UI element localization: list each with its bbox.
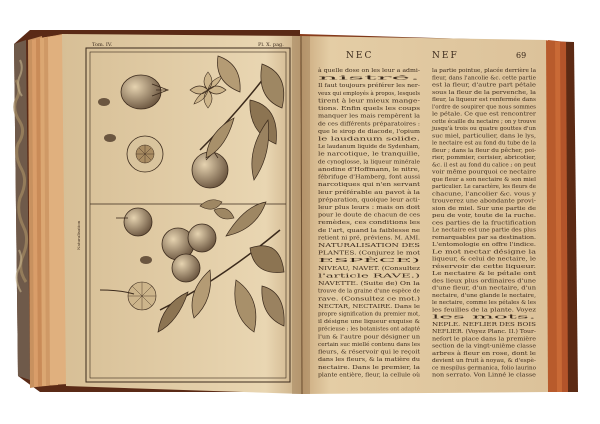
text-line: NECTAR, NECTAIRE. Dans le (318, 303, 420, 310)
text-line: sous la fleur de la pervenche, la (432, 89, 536, 96)
text-line: Le laudanum liquide de Sydenham, (318, 144, 421, 151)
text-line: Le nectaire & le pétale ont (432, 271, 503, 278)
text-line: Il faut toujours préférer les ner- (318, 83, 403, 90)
text-line: ce mespilus germanica, folio laurino (432, 365, 536, 372)
text-line: nefort le place dans la première (432, 336, 517, 343)
text-line: PLANTES. (Conjurez le mot (318, 250, 391, 257)
text-line: section de la vingt-unième classe (432, 343, 520, 350)
text-line: il désigne une liqueur exquise & (318, 319, 404, 326)
text-line: fébrifuge d'Hamberg, font aussi (318, 174, 403, 181)
text-line: fleur ; dans la fleur du pêcher, poi- (432, 147, 523, 154)
text-line: sion de miel. Sur une partie de (432, 205, 536, 212)
text-line: nectaire. Dans le premier, la (318, 364, 420, 371)
text-line: veux qui employés à propos, lesquels (318, 90, 416, 97)
text-line: NEPLE. NEFLIER DES BOIS (432, 322, 537, 328)
text-line: les mots. (432, 314, 538, 321)
text-line: liqueur, & celui de nectaire, le (432, 256, 536, 263)
text-line: voir même pourquoi ce nectaire (432, 169, 517, 176)
text-line: NAVETTE. (Suite de) On la (318, 281, 390, 288)
text-line: peu de voir, toute de la ruche. (432, 213, 537, 220)
text-line: que fleur a son nectaire & son miel (432, 176, 537, 183)
left-page-edges (28, 34, 68, 388)
text-line: pour le doute de chacun de ces (318, 212, 421, 219)
text-line: l'article RAVE.) (318, 273, 359, 280)
text-line: le narcotique, le tranquille, (318, 151, 421, 158)
text-line: anodine d'Hoffmann, le nitre, (318, 166, 421, 173)
plate-running-head-left: Tom. IV. (92, 42, 113, 48)
text-line: dans les fleurs, & la matière du (318, 357, 401, 364)
text-line: suc miel, particulier, dans le lys, (432, 133, 537, 140)
text-line: leur plus leurs : mais on doit (318, 205, 422, 211)
text-line: préparation, quoique leur acti- (318, 197, 399, 204)
text-line: fleur, dans l'ancolie &c. cette partie (432, 75, 536, 82)
text-line: fleurs, & réservoir qui le reçoit (318, 349, 400, 356)
text-line: le nectaire, comme les pétales & les (432, 300, 528, 307)
text-line: est la fleur, d'autre part pétale (432, 82, 513, 89)
text-line: Le nectaire est une partie des plus (432, 227, 537, 234)
text-line: retient ni pré, préviens. M. AMI. (318, 235, 404, 242)
text-line: de ces différents préparatoires : (318, 121, 403, 128)
text-line: fleur, la liqueur est renfermée dans (432, 97, 525, 103)
text-line: NIVEAU, NAVET. (Consultez (318, 265, 393, 272)
text-line: l'ordre de soupirer que nous sommes (432, 104, 537, 111)
right-page-number: 69 (516, 51, 527, 60)
plate-side-label: Naturalisation (76, 220, 81, 250)
text-line: particulier. Le caractère, les fleurs de (432, 184, 532, 191)
text-line: trouve de la graine d'une espèce de (318, 288, 413, 295)
text-line: de cynoglosse, la liqueur minérale (318, 159, 409, 166)
plate-running-head-right: Pl. X. pag. (258, 42, 284, 48)
text-line: cette écaille du nectaire ; on y trouve (432, 118, 531, 125)
text-line: non serrato. Von Linné le classe (432, 372, 516, 379)
text-line: devient un fruit à noyau, & d'espè- (432, 358, 524, 365)
text-line: arbres à fleur en rose, dont le (432, 351, 511, 357)
text-line: à quelle dose on les leur a admi- (318, 68, 404, 74)
text-line: NEFLIER. (Voyez Planc. II.) Tour- (432, 329, 521, 336)
text-line: ces parties de la fructification (432, 220, 537, 227)
text-line: certain suc miellé contenu dans les (318, 342, 411, 348)
text-line: les feuilles de la plante. Voyez (432, 307, 537, 314)
text-line: plante entière, fleur, la cellule où (318, 372, 406, 379)
text-line: ESPÈCE) (318, 258, 343, 265)
text-line: d'une fleur, d'un nectaire, d'un (432, 285, 537, 292)
text-line: tions. Enfin quels les coups (318, 106, 421, 112)
text-line: le nectaire est au fond du tube de la (432, 140, 536, 147)
text-line: nectaire, d'une glande le nectaire, (432, 292, 537, 299)
text-line: Le mot nectar désigne la (432, 249, 498, 256)
right-page-left-column (317, 67, 422, 378)
text-line: chacune, l'ancolier &c. vous y (432, 191, 537, 198)
text-line: réservoir de cette liqueur. (432, 263, 501, 270)
text-line: trouverez une abondante provi- (432, 198, 537, 205)
text-line: des lieux plus ordinaires d'une (432, 278, 536, 285)
text-line: précieuse ; les botanistes ont adapté (318, 326, 415, 333)
text-line: de l'art, quand la faiblesse ne (318, 227, 420, 234)
text-line: rier, pommier, cerisier, abricotier, (432, 155, 537, 162)
text-line: tirent à leur mieux mange- (318, 98, 389, 105)
text-line: leur préférable au pavot à la (318, 189, 394, 196)
text-line: l'un & l'autre pour désigner un (318, 334, 400, 341)
text-line: rave. (Consultez ce mot.) (318, 296, 384, 303)
right-page-right-column (431, 67, 538, 379)
text-line: la partie pointue, placée derrière la (432, 68, 526, 74)
text-line: propre signification du premier mot, (318, 311, 421, 318)
text-line: que le sirop de diacode, l'opium (318, 128, 421, 135)
text-line: le pétale. Ce que est rencontrer (432, 111, 516, 118)
text-line: NATURALISATION DES (318, 243, 421, 249)
text-line: jusqu'à trois ou quatre gouttes d'un (432, 126, 527, 132)
text-line: manquer les mais rempèrent la (318, 113, 401, 120)
text-line: remèdes, ces conditions les (318, 220, 391, 227)
right-page-head-left: NEC (346, 51, 374, 61)
text-line: &c. il est au fond du calice ; on peut (432, 162, 537, 169)
right-page-head-right: NEF (432, 51, 459, 61)
text-line: narcotiques qui n'en servant (318, 182, 422, 189)
text-line: remarquables par sa destination. (432, 234, 537, 241)
text-line: nistré. (318, 75, 335, 82)
text-line: le laudanum solide. (318, 136, 421, 143)
text-line: L'entomologie en offre l'indice. (432, 242, 537, 249)
